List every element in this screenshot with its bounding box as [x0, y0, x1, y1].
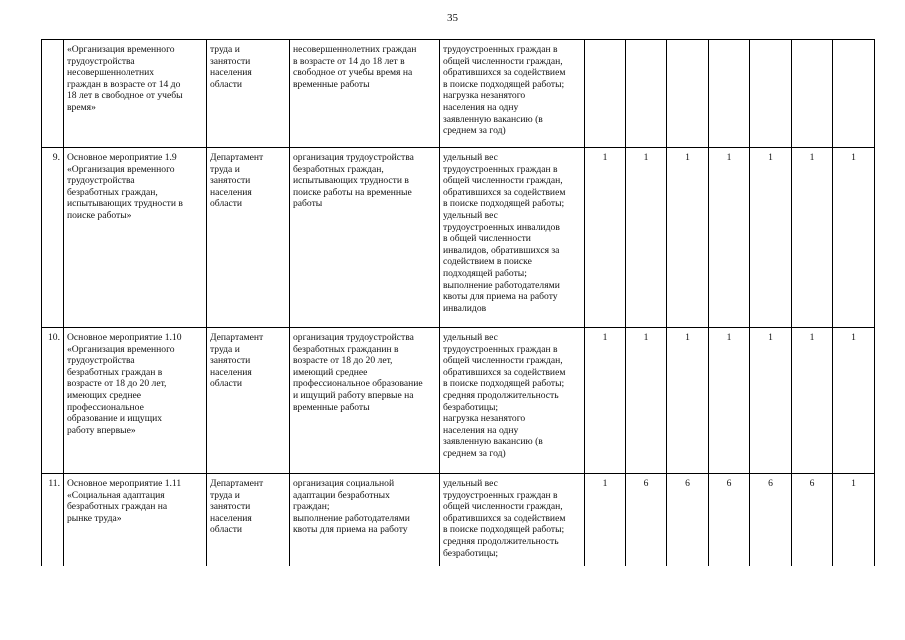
value-cell: 1 — [626, 328, 667, 474]
measure-name-cell-line: Основное мероприятие 1.11 — [67, 478, 182, 489]
row-number — [42, 40, 64, 148]
indicator-cell — [440, 40, 585, 148]
indicator-cell-line: инвалидов — [443, 302, 487, 314]
indicator-cell — [440, 474, 585, 567]
indicator-cell-line: населения на одну — [443, 424, 519, 436]
content-cell — [290, 148, 440, 328]
measure-name-cell-line: профессиональное — [67, 401, 144, 413]
content-cell-line: организация трудоустройства — [293, 152, 414, 163]
row-number: 9. — [42, 148, 64, 328]
content-cell-line: временные работы — [293, 401, 370, 413]
value-cell: 1 — [585, 148, 626, 328]
content-cell-line: испытывающих трудности в — [293, 175, 409, 187]
indicator-cell — [440, 328, 585, 474]
indicator-cell-line: безработицы; — [443, 401, 499, 413]
indicator-cell-line: нагрузка незанятого — [443, 90, 526, 102]
measure-name-cell-line: несовершеннолетних — [67, 67, 155, 79]
indicator-cell-line: удельный вес — [443, 332, 498, 343]
value-cell: 1 — [667, 148, 709, 328]
measure-name-cell-line: «Организация временного — [67, 343, 175, 355]
executor-cell — [207, 474, 290, 567]
measure-name-cell-line: трудоустройства — [67, 55, 135, 67]
indicator-cell-line: общей численности граждан, — [443, 55, 563, 67]
content-cell-line: квоты для приема на работу — [293, 524, 408, 536]
indicator-cell-line: заявленную вакансию (в — [443, 113, 543, 125]
measure-name-cell-line: работу впервые» — [67, 424, 136, 436]
value-cell: 6 — [709, 474, 750, 567]
indicator-cell-line: общей численности граждан, — [443, 355, 563, 367]
executor-cell — [207, 40, 290, 148]
page-number: 35 — [447, 12, 458, 24]
content-cell-line: временные работы — [293, 78, 370, 90]
measure-name-cell-line: имеющих среднее — [67, 389, 142, 401]
measure-name-cell-line: «Организация временного — [67, 44, 175, 55]
content-cell-line: возрасте от 18 до 20 лет, — [293, 355, 393, 367]
value-cell: 1 — [792, 148, 833, 328]
indicator-cell-line: содействием в поиске — [443, 256, 532, 268]
indicator-cell-line: средняя продолжительность — [443, 389, 559, 401]
value-cell: 1 — [833, 328, 875, 474]
table-row — [42, 148, 875, 328]
content-cell-line: работы — [293, 198, 323, 210]
value-cell: 1 — [750, 148, 792, 328]
executor-cell-line: населения — [210, 512, 252, 524]
content-cell-line: выполнение работодателями — [293, 512, 410, 524]
value-cell: 1 — [709, 328, 750, 474]
measure-name-cell-line: рынке труда» — [67, 512, 122, 524]
value-cell: 1 — [667, 328, 709, 474]
indicator-cell-line: нагрузка незанятого — [443, 413, 526, 425]
indicator-cell-line: удельный вес — [443, 478, 498, 489]
measure-name-cell-line: безработных граждан в — [67, 366, 163, 378]
measure-name-cell — [64, 328, 207, 474]
executor-cell-line: труда и — [210, 489, 240, 501]
value-cell: 1 — [750, 328, 792, 474]
content-cell-line: в возрасте от 14 до 18 лет в — [293, 55, 405, 67]
measure-name-cell-line: возрасте от 18 до 20 лет, — [67, 378, 167, 390]
content-cell-line: имеющий среднее — [293, 366, 368, 378]
indicator-cell-line: населения на одну — [443, 101, 519, 113]
indicator-cell-line: инвалидов, обратившихся за — [443, 244, 560, 256]
executor-cell-line: области — [210, 378, 243, 390]
executor-cell-line: занятости — [210, 175, 251, 187]
table-row — [42, 474, 875, 567]
executor-cell-line: труда и — [210, 163, 240, 175]
content-cell-line: организация социальной — [293, 478, 395, 489]
value-cell: 1 — [709, 148, 750, 328]
indicator-cell-line: безработицы; — [443, 547, 499, 559]
value-cell: 6 — [626, 474, 667, 567]
value-cell — [626, 40, 667, 148]
measure-name-cell-line: трудоустройства — [67, 355, 135, 367]
executor-cell-line: труда и — [210, 343, 240, 355]
indicator-cell-line: средняя продолжительность — [443, 535, 559, 547]
value-cell — [585, 40, 626, 148]
executor-cell-line: занятости — [210, 501, 251, 513]
content-cell-line: безработных граждан, — [293, 163, 384, 175]
executor-cell-line: области — [210, 198, 243, 210]
indicator-cell-line: трудоустроенных инвалидов — [443, 221, 560, 233]
value-cell: 1 — [833, 148, 875, 328]
measure-name-cell — [64, 148, 207, 328]
measure-name-cell-line: 18 лет в свободное от учебы — [67, 90, 183, 102]
value-cell: 1 — [585, 328, 626, 474]
indicator-cell-line: среднем за год) — [443, 125, 506, 137]
measure-name-cell-line: «Социальная адаптация — [67, 489, 165, 501]
indicator-cell-line: в поиске подходящей работы; — [443, 378, 565, 390]
value-cell: 6 — [667, 474, 709, 567]
indicator-cell-line: квоты для приема на работу — [443, 291, 558, 303]
value-cell — [750, 40, 792, 148]
content-cell — [290, 328, 440, 474]
value-cell: 1 — [833, 474, 875, 567]
measure-name-cell-line: время» — [67, 101, 96, 113]
indicator-cell-line: удельный вес — [443, 152, 498, 163]
value-cell — [709, 40, 750, 148]
executor-cell — [207, 328, 290, 474]
executor-cell-line: Департамент — [210, 332, 264, 343]
executor-cell-line: населения — [210, 67, 252, 79]
value-cell — [792, 40, 833, 148]
content-cell-line: организация трудоустройства — [293, 332, 414, 343]
content-cell-line: адаптации безработных — [293, 489, 390, 501]
value-cell: 1 — [792, 328, 833, 474]
indicator-cell-line: обратившихся за содействием — [443, 67, 566, 79]
indicator-cell-line: трудоустроенных граждан в — [443, 343, 558, 355]
executor-cell-line: занятости — [210, 55, 251, 67]
content-cell-line: безработных гражданин в — [293, 343, 399, 355]
value-cell: 1 — [626, 148, 667, 328]
executor-cell-line: труда и — [210, 44, 240, 55]
indicator-cell-line: обратившихся за содействием — [443, 366, 566, 378]
measure-name-cell — [64, 474, 207, 567]
indicator-cell-line: трудоустроенных граждан в — [443, 163, 558, 175]
content-cell-line: поиске работы на временные — [293, 186, 412, 198]
value-cell: 1 — [585, 474, 626, 567]
table-row — [42, 328, 875, 474]
indicator-cell-line: удельный вес — [443, 209, 498, 221]
indicator-cell-line: обратившихся за содействием — [443, 512, 566, 524]
indicator-cell-line: трудоустроенных граждан в — [443, 44, 558, 55]
executor-cell-line: населения — [210, 366, 252, 378]
measure-name-cell-line: «Организация временного — [67, 163, 175, 175]
content-cell-line: профессиональное образование — [293, 378, 423, 390]
indicator-cell-line: в поиске подходящей работы; — [443, 198, 565, 210]
indicator-cell-line: среднем за год) — [443, 447, 506, 459]
indicator-cell-line: в поиске подходящей работы; — [443, 78, 565, 90]
measure-name-cell-line: Основное мероприятие 1.10 — [67, 332, 182, 343]
content-cell-line: несовершеннолетних граждан — [293, 44, 417, 55]
indicator-cell-line: общей численности граждан, — [443, 175, 563, 187]
content-cell-line: и ищущий работу впервые на — [293, 389, 414, 401]
executor-cell-line: Департамент — [210, 152, 264, 163]
content-cell — [290, 474, 440, 567]
table-row — [42, 40, 875, 148]
content-cell — [290, 40, 440, 148]
measure-name-cell-line: образование и ищущих — [67, 413, 163, 425]
indicator-cell-line: подходящей работы; — [443, 267, 527, 279]
executor-cell-line: области — [210, 524, 243, 536]
measure-name-cell-line: безработных граждан на — [67, 501, 168, 513]
indicator-cell-line: заявленную вакансию (в — [443, 436, 543, 448]
value-cell — [667, 40, 709, 148]
content-cell-line: граждан; — [293, 501, 330, 513]
indicator-cell-line: выполнение работодателями — [443, 279, 560, 291]
executor-cell-line: населения — [210, 186, 252, 198]
executor-cell-line: Департамент — [210, 478, 264, 489]
row-number: 10. — [42, 328, 64, 474]
content-cell-line: свободное от учебы время на — [293, 67, 413, 79]
executor-cell-line: области — [210, 78, 243, 90]
measure-name-cell — [64, 40, 207, 148]
indicator-cell-line: трудоустроенных граждан в — [443, 489, 558, 501]
measure-name-cell-line: безработных граждан, — [67, 186, 158, 198]
measure-name-cell-line: поиске работы» — [67, 209, 132, 221]
indicator-cell-line: обратившихся за содействием — [443, 186, 566, 198]
indicator-cell-line: в поиске подходящей работы; — [443, 524, 565, 536]
row-number: 11. — [42, 474, 64, 567]
indicator-cell — [440, 148, 585, 328]
indicator-cell-line: общей численности граждан, — [443, 501, 563, 513]
indicator-cell-line: в общей численности — [443, 233, 531, 245]
value-cell — [833, 40, 875, 148]
executor-cell — [207, 148, 290, 328]
measure-name-cell-line: трудоустройства — [67, 175, 135, 187]
measure-name-cell-line: Основное мероприятие 1.9 — [67, 152, 177, 163]
value-cell: 6 — [792, 474, 833, 567]
measure-name-cell-line: граждан в возрасте от 14 до — [67, 78, 181, 90]
measures-table — [41, 39, 875, 566]
measure-name-cell-line: испытывающих трудности в — [67, 198, 183, 210]
value-cell: 6 — [750, 474, 792, 567]
executor-cell-line: занятости — [210, 355, 251, 367]
